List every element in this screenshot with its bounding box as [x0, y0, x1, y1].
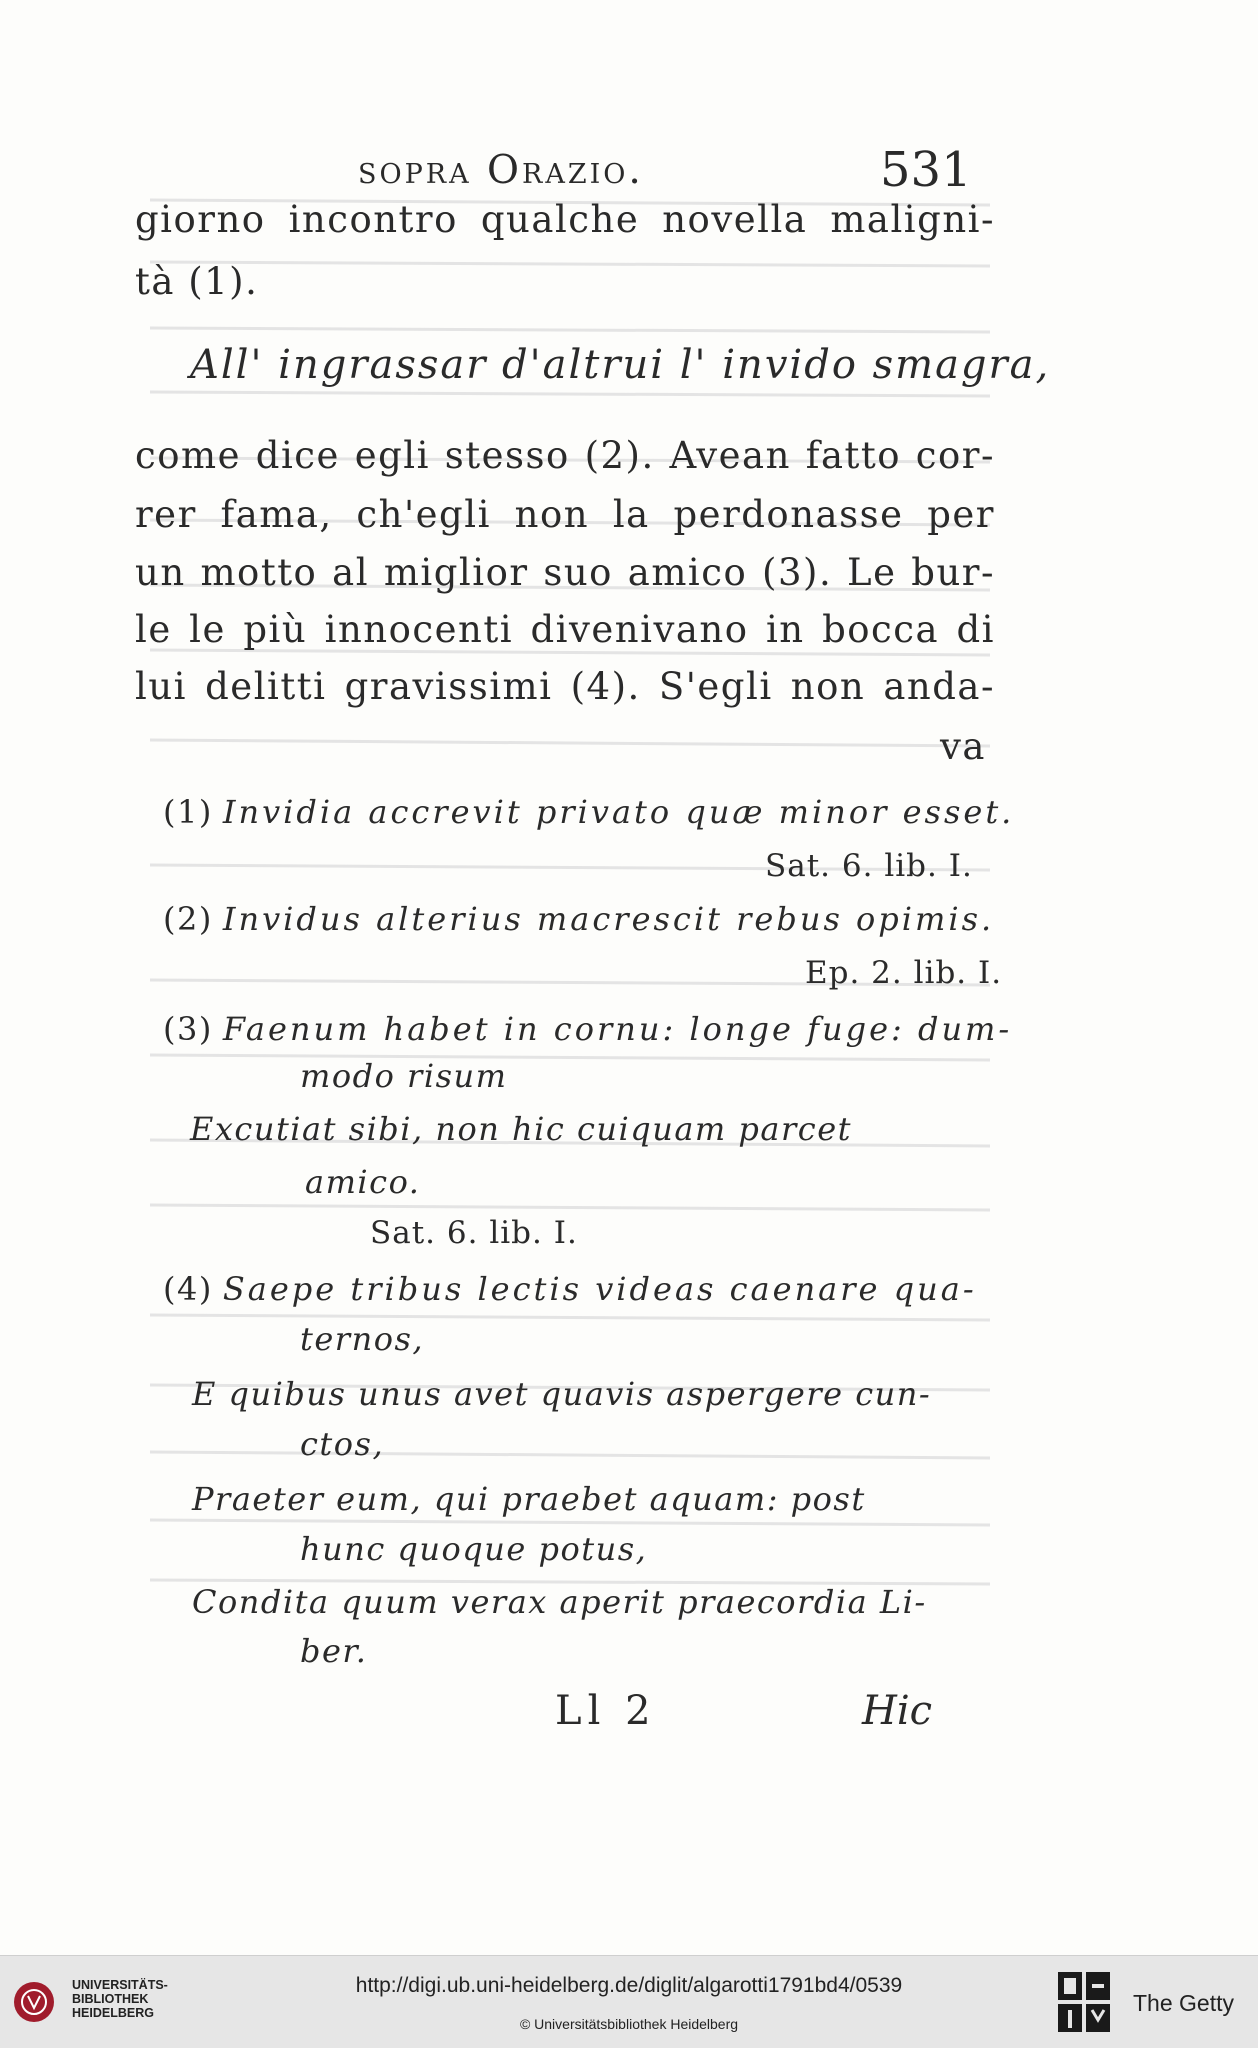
- body-line: lui delitti gravissimi (4). S'egli non anda-: [135, 665, 995, 708]
- footnote-text: amico.: [305, 1163, 421, 1201]
- footnote-text: Faenum habet in cornu: longe fuge: dum-: [222, 1010, 1013, 1048]
- footnote-text: Excutiat sibi, non hic cuiquam parcet: [190, 1110, 852, 1148]
- footnote-text: ternos,: [300, 1320, 425, 1358]
- permalink-url[interactable]: http://digi.ub.uni-heidelberg.de/diglit/algarotti1791bd4/0539: [355, 1974, 903, 1997]
- footnote-number: (3): [163, 1010, 213, 1048]
- library-name: UNIVERSITÄTS- BIBLIOTHEK HEIDELBERG: [72, 1978, 168, 2020]
- body-line: tà (1).: [135, 260, 259, 303]
- footnote-text: Invidia accrevit privato quæ minor esset.: [222, 793, 1015, 831]
- footnote-2: [163, 900, 994, 938]
- footnote-number: (1): [163, 793, 213, 831]
- footnote-text: modo risum: [300, 1057, 508, 1095]
- footnote-text: ctos,: [300, 1425, 385, 1463]
- page-number: 531: [880, 142, 972, 198]
- body-line: un motto al miglior suo amico (3). Le bur-: [135, 551, 995, 594]
- footnote-reference: Sat. 6. lib. I.: [765, 848, 973, 884]
- footnote-4: [163, 1270, 977, 1308]
- footnote-text: E quibus unus avet quavis aspergere cun-: [192, 1375, 932, 1413]
- getty-logo-icon: [1056, 1970, 1114, 2034]
- footnote-text: hunc quoque potus,: [300, 1530, 648, 1568]
- footnote-reference: Sat. 6. lib. I.: [370, 1215, 578, 1251]
- footnote-3: [163, 1010, 1012, 1048]
- running-title: sopra Orazio.: [358, 148, 644, 193]
- footnote-text: Condita quum verax aperit praecordia Li-: [192, 1583, 927, 1621]
- footnote-number: (4): [163, 1270, 213, 1308]
- footnote-text: Praeter eum, qui praebet aquam: post: [192, 1480, 866, 1518]
- footnote-number: (2): [163, 900, 213, 938]
- footnote-text: Invidus alterius macrescit rebus opimis.: [222, 900, 995, 938]
- body-line: rer fama, ch'egli non la perdonasse per: [135, 493, 995, 536]
- catchword: Hic: [862, 1688, 933, 1734]
- getty-label: The Getty: [1133, 1990, 1234, 2016]
- footnote-text: Saepe tribus lectis videas caenare qua-: [222, 1270, 977, 1308]
- copyright-notice: © Universitätsbibliothek Heidelberg: [519, 2016, 739, 2032]
- catchline: va: [940, 725, 986, 768]
- footnote-reference: Ep. 2. lib. I.: [805, 955, 1003, 991]
- body-line: come dice egli stesso (2). Avean fatto cor-: [135, 434, 995, 477]
- verse-quotation: All' ingrassar d'altrui l' invido smagra,: [190, 342, 1051, 388]
- footnote-1: [163, 793, 1014, 831]
- footnote-text: ber.: [300, 1632, 368, 1670]
- signature-mark: Ll 2: [555, 1688, 657, 1734]
- viewer-footer: [0, 1955, 1258, 2048]
- body-line: giorno incontro qualche novella maligni-: [135, 198, 995, 241]
- body-line: le le più innocenti divenivano in bocca di: [135, 608, 995, 651]
